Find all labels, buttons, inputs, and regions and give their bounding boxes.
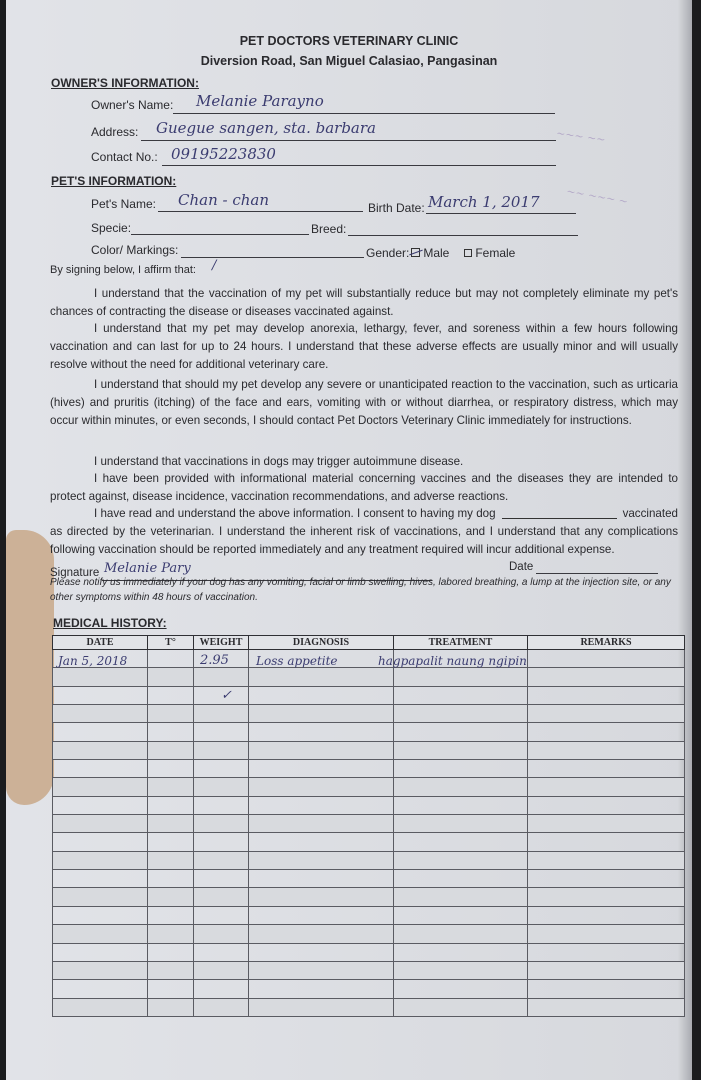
table-cell[interactable] — [249, 961, 394, 979]
date-label: Date — [509, 561, 534, 573]
date-line[interactable] — [536, 573, 658, 574]
birth-date-label: Birth Date: — [368, 201, 425, 215]
table-cell[interactable] — [394, 888, 528, 906]
table-cell[interactable] — [148, 961, 194, 979]
medical-history-table — [52, 635, 685, 1017]
table-cell[interactable] — [394, 851, 528, 869]
table-cell[interactable] — [148, 723, 194, 741]
table-row — [53, 778, 685, 796]
table-cell[interactable] — [528, 961, 685, 979]
table-cell[interactable] — [249, 888, 394, 906]
table-row — [53, 870, 685, 888]
color-line — [181, 257, 364, 258]
table-cell[interactable] — [53, 888, 148, 906]
table-cell[interactable] — [249, 906, 394, 924]
address-value[interactable]: Guegue sangen, sta. barbara — [156, 119, 376, 137]
table-row — [53, 650, 685, 668]
table-cell[interactable] — [53, 980, 148, 998]
signature-label: Signature — [50, 567, 100, 579]
breed-line — [348, 235, 578, 236]
table-cell[interactable] — [194, 943, 249, 961]
table-cell[interactable] — [249, 778, 394, 796]
check-mark: / — [212, 258, 217, 273]
col-remarks: REMARKS — [528, 636, 685, 650]
table-cell[interactable] — [249, 796, 394, 814]
breed-label: Breed: — [311, 222, 347, 236]
col-diagnosis: DIAGNOSIS — [249, 636, 394, 650]
table-cell[interactable] — [249, 741, 394, 759]
table-cell[interactable] — [53, 998, 148, 1016]
table-cell[interactable] — [249, 723, 394, 741]
table-row — [53, 705, 685, 723]
table-cell[interactable] — [528, 650, 685, 668]
pet-name-label: Pet's Name: — [91, 197, 156, 211]
table-cell[interactable] — [194, 925, 249, 943]
table-cell[interactable] — [148, 796, 194, 814]
table-cell[interactable] — [148, 888, 194, 906]
table-cell[interactable] — [53, 760, 148, 778]
notify-note: Please notify us immediately if your dog has any vomiting, facial or limb swelling, hives, labored breathing, a lump at the injection site, or any other symptoms within 48 hours of vaccination. — [50, 577, 671, 603]
medical-history-title: MEDICAL HISTORY: — [53, 616, 167, 630]
col-treatment: TREATMENT — [394, 636, 528, 650]
col-weight: WEIGHT — [194, 636, 249, 650]
birth-date-line — [426, 213, 576, 214]
table-cell[interactable] — [528, 925, 685, 943]
table-cell[interactable] — [53, 961, 148, 979]
table-cell[interactable] — [148, 650, 194, 668]
address-label: Address: — [91, 125, 139, 139]
entry-treatment[interactable]: hagpapalit naung ngipin — [378, 654, 527, 668]
table-cell[interactable] — [394, 998, 528, 1016]
table-cell[interactable] — [249, 980, 394, 998]
table-cell[interactable] — [249, 943, 394, 961]
table-cell[interactable] — [194, 705, 249, 723]
table-cell[interactable] — [194, 778, 249, 796]
table-cell[interactable] — [394, 705, 528, 723]
table-cell[interactable] — [53, 778, 148, 796]
table-cell[interactable] — [194, 870, 249, 888]
table-cell[interactable] — [148, 998, 194, 1016]
table-cell[interactable] — [528, 778, 685, 796]
table-cell[interactable] — [528, 870, 685, 888]
faint-bleedthrough-2: ~~ ~~~ ~ — [565, 184, 629, 209]
table-cell[interactable] — [528, 686, 685, 704]
pet-name-line — [158, 211, 363, 212]
table-cell[interactable] — [249, 668, 394, 686]
col-date: DATE — [53, 636, 148, 650]
table-cell[interactable] — [528, 851, 685, 869]
table-cell[interactable] — [148, 815, 194, 833]
table-cell[interactable] — [53, 815, 148, 833]
contact-label: Contact No.: — [91, 150, 158, 164]
table-cell[interactable] — [148, 705, 194, 723]
gender-male-label: Male — [423, 246, 450, 260]
consent-paragraph-4: I understand that vaccinations in dogs may trigger autoimmune disease. — [94, 455, 464, 468]
consent-intro: By signing below, I affirm that: — [50, 264, 196, 276]
table-cell[interactable] — [528, 760, 685, 778]
table-row — [53, 980, 685, 998]
table-cell[interactable] — [394, 906, 528, 924]
pet-section-title: PET'S INFORMATION: — [51, 174, 177, 188]
table-cell[interactable] — [528, 888, 685, 906]
table-cell[interactable] — [394, 760, 528, 778]
table-cell[interactable] — [394, 925, 528, 943]
table-cell[interactable] — [528, 980, 685, 998]
table-cell[interactable] — [194, 815, 249, 833]
table-row — [53, 741, 685, 759]
table-cell[interactable] — [394, 943, 528, 961]
table-row — [53, 961, 685, 979]
table-cell[interactable] — [394, 980, 528, 998]
table-cell[interactable] — [528, 723, 685, 741]
table-cell[interactable] — [194, 998, 249, 1016]
table-cell[interactable] — [148, 925, 194, 943]
table-cell[interactable] — [194, 760, 249, 778]
table-row — [53, 833, 685, 851]
table-cell[interactable] — [148, 980, 194, 998]
table-cell[interactable] — [53, 906, 148, 924]
gender-male-option[interactable] — [411, 246, 449, 260]
pet-name-value[interactable]: Chan - chan — [178, 191, 270, 209]
table-cell[interactable] — [53, 870, 148, 888]
table-cell[interactable] — [249, 760, 394, 778]
specie-line — [131, 234, 309, 235]
table-row — [53, 888, 685, 906]
address-line — [141, 140, 556, 141]
table-cell[interactable] — [528, 668, 685, 686]
table-cell[interactable] — [528, 998, 685, 1016]
owner-section-title: OWNER'S INFORMATION: — [51, 76, 199, 90]
table-cell[interactable] — [249, 686, 394, 704]
table-cell[interactable] — [148, 833, 194, 851]
consent-dog-text: I have read and understand the above information. I consent to having my dog — [94, 507, 496, 520]
table-cell[interactable] — [249, 925, 394, 943]
table-row — [53, 760, 685, 778]
table-cell[interactable] — [249, 851, 394, 869]
table-cell[interactable] — [528, 815, 685, 833]
entry-weight[interactable]: 2.95 — [200, 653, 229, 668]
table-cell[interactable] — [148, 668, 194, 686]
table-cell[interactable] — [194, 888, 249, 906]
table-cell[interactable] — [53, 686, 148, 704]
table-cell[interactable] — [394, 796, 528, 814]
table-row — [53, 686, 685, 704]
table-cell[interactable] — [53, 668, 148, 686]
col-temperature: T° — [148, 636, 194, 650]
table-cell[interactable] — [53, 741, 148, 759]
table-cell[interactable] — [53, 925, 148, 943]
table-cell[interactable] — [249, 705, 394, 723]
entry-tick-mark: ✓ — [221, 688, 232, 703]
gender-female-checkbox[interactable] — [464, 249, 472, 257]
consent-paragraph-6-cont: as directed by the veterinarian. I understand the inherent risk of vaccinations, and I understand that any complications following vaccination should be reported immediately and any treatment required will incur additional expense. — [50, 525, 678, 556]
dog-name-line[interactable] — [502, 505, 617, 519]
table-cell[interactable] — [194, 980, 249, 998]
consent-paragraph-1: I understand that the vaccination of my pet will substantially reduce but may not completely eliminate my pet's chances of contracting the disease or diseases vaccinated against. — [50, 287, 678, 318]
table-cell[interactable] — [249, 870, 394, 888]
table-cell[interactable] — [394, 686, 528, 704]
table-cell[interactable] — [194, 833, 249, 851]
consent-paragraph-2: I understand that my pet may develop anorexia, lethargy, fever, and soreness within a few hours following vaccination and can last for up to 24 hours. I understand that these adverse effects are usually minor and will usually resolve without the need for additional veterinary care. — [50, 322, 678, 371]
table-cell[interactable] — [394, 870, 528, 888]
table-cell[interactable] — [53, 723, 148, 741]
table-cell[interactable] — [194, 741, 249, 759]
table-cell[interactable] — [394, 668, 528, 686]
table-cell[interactable] — [53, 833, 148, 851]
clinic-address: Diversion Road, San Miguel Calasiao, Pangasinan — [200, 54, 498, 68]
consent-paragraph-3: I understand that should my pet develop any severe or unanticipated reaction to the vaccination, such as urticaria (hives) and pruritis (itching) of the face and ears, vomiting with or without diarrhea, or respiratory distress, which may occur within minutes, or even seconds, I should contact Pet Doctors Veterinary Clinic immediately for instructions. — [50, 378, 678, 427]
table-cell[interactable] — [148, 851, 194, 869]
table-cell[interactable] — [194, 851, 249, 869]
table-cell[interactable] — [528, 741, 685, 759]
table-cell[interactable] — [53, 705, 148, 723]
table-cell[interactable] — [148, 870, 194, 888]
gender-female-option[interactable] — [464, 246, 515, 260]
table-row — [53, 998, 685, 1016]
table-cell[interactable] — [528, 943, 685, 961]
table-cell[interactable] — [394, 723, 528, 741]
table-row — [53, 906, 685, 924]
table-cell[interactable] — [249, 998, 394, 1016]
contact-line — [162, 165, 556, 166]
table-cell[interactable] — [528, 906, 685, 924]
table-cell[interactable] — [194, 961, 249, 979]
color-label: Color/ Markings: — [91, 243, 179, 257]
table-cell[interactable] — [528, 833, 685, 851]
table-cell[interactable] — [194, 723, 249, 741]
owner-name-value[interactable]: Melanie Parayno — [196, 92, 324, 110]
table-cell[interactable] — [148, 686, 194, 704]
form-sheet — [6, 0, 692, 1080]
table-cell[interactable] — [528, 796, 685, 814]
table-cell[interactable] — [528, 705, 685, 723]
table-cell[interactable] — [194, 906, 249, 924]
faint-bleedthrough: ~~~ ~~ — [555, 126, 607, 147]
table-row — [53, 925, 685, 943]
gender-female-label: Female — [475, 246, 516, 260]
table-cell[interactable] — [53, 943, 148, 961]
table-cell[interactable] — [394, 961, 528, 979]
gender-male-checkbox[interactable] — [411, 248, 420, 257]
table-cell[interactable] — [394, 741, 528, 759]
table-row — [53, 796, 685, 814]
signature-value[interactable]: Melanie Pary — [104, 561, 191, 576]
consent-paragraph-6 — [50, 505, 678, 559]
table-cell[interactable] — [194, 668, 249, 686]
table-cell[interactable] — [148, 760, 194, 778]
table-cell[interactable] — [394, 815, 528, 833]
table-row — [53, 668, 685, 686]
table-row — [53, 723, 685, 741]
clinic-name: PET DOCTORS VETERINARY CLINIC — [239, 34, 459, 48]
table-cell[interactable] — [249, 833, 394, 851]
table-cell[interactable] — [53, 851, 148, 869]
birth-date-value[interactable]: March 1, 2017 — [428, 193, 540, 211]
table-cell[interactable] — [148, 906, 194, 924]
table-cell[interactable] — [148, 778, 194, 796]
owner-name-line — [173, 113, 555, 114]
contact-value[interactable]: 09195223830 — [171, 145, 276, 163]
table-row — [53, 815, 685, 833]
table-row — [53, 851, 685, 869]
gender-label: Gender: — [366, 246, 410, 260]
table-cell[interactable] — [394, 778, 528, 796]
entry-diagnosis[interactable]: Loss appetite — [256, 654, 338, 668]
table-cell[interactable] — [194, 796, 249, 814]
table-cell[interactable] — [53, 796, 148, 814]
entry-date[interactable]: Jan 5, 2018 — [58, 654, 128, 668]
consent-paragraph-5: I have been provided with informational material concerning vaccines and the diseases they are intended to protect against, disease incidence, vaccination recommendations, and adverse reactions. — [50, 472, 678, 503]
table-cell[interactable] — [148, 943, 194, 961]
table-row — [53, 943, 685, 961]
table-cell[interactable] — [249, 815, 394, 833]
consent-vaccinated-text: vaccinated — [622, 507, 678, 520]
specie-label: Specie: — [91, 221, 132, 235]
table-cell[interactable] — [394, 833, 528, 851]
owner-name-label: Owner's Name: — [91, 98, 174, 112]
paper-stain — [6, 530, 54, 805]
table-cell[interactable] — [148, 741, 194, 759]
